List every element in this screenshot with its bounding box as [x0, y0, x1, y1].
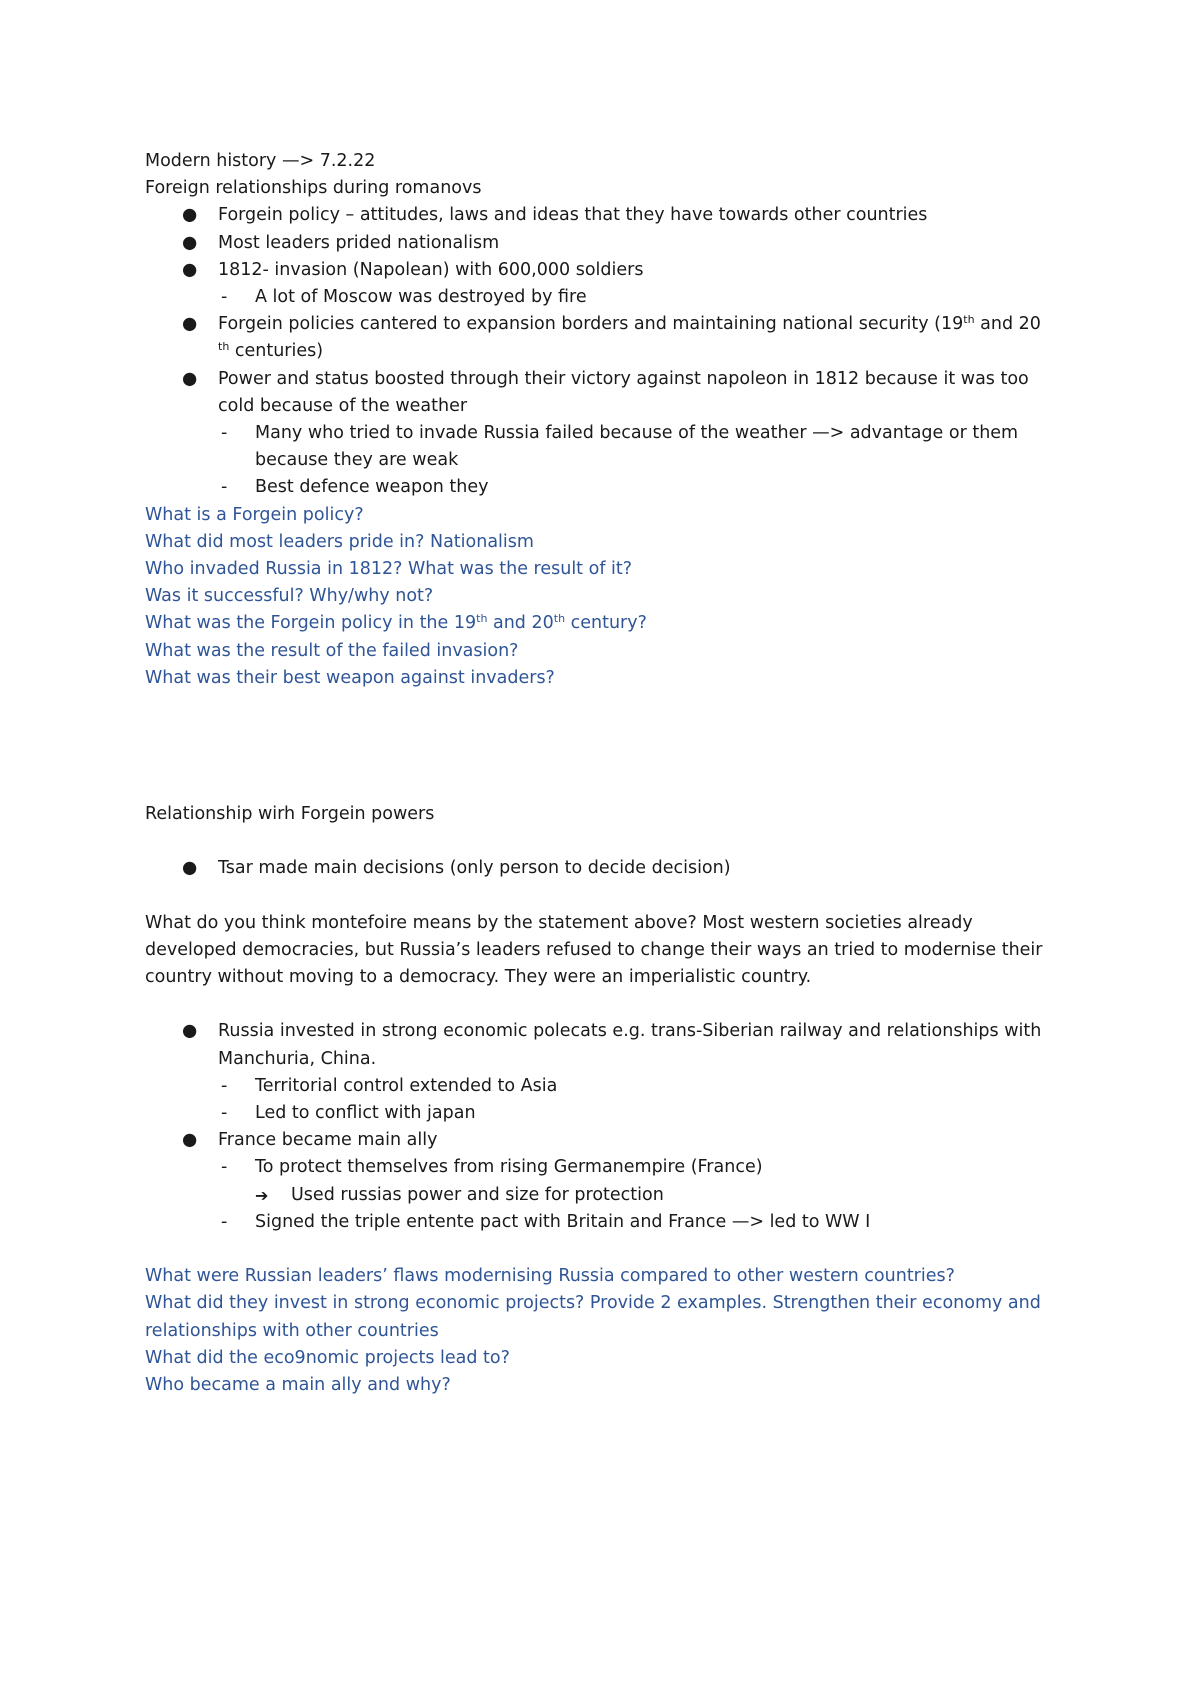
sub-list-item-text: A lot of Moscow was destroyed by fire [255, 287, 587, 308]
superscript: th [218, 340, 230, 354]
list-item-text: Tsar made main decisions (only person to decide decision) [218, 858, 731, 879]
arrow-right-icon: ➔ [255, 1185, 269, 1205]
dash-icon: - [221, 423, 228, 444]
dash-icon: - [221, 287, 228, 308]
bullet-icon: ● [182, 1021, 198, 1042]
question: What was the result of the failed invasion? [145, 640, 519, 661]
list-item-text: Russia invested in strong economic polecats e.g. trans-Siberian railway and relationships with Manchuria, China. [218, 1021, 1042, 1069]
sub-list-item [145, 284, 1065, 311]
spacer [145, 991, 1065, 1018]
sub-list-item-text: To protect themselves from rising Germanempire (France) [255, 1157, 763, 1178]
question: What did most leaders pride in? Nationalism [145, 531, 534, 552]
bullet-icon: ● [182, 205, 198, 226]
superscript: th [963, 313, 975, 327]
sub-list-item [145, 1209, 1065, 1236]
question-part: century? [565, 613, 647, 634]
question-part: and 20 [487, 613, 554, 634]
bullet-icon: ● [182, 314, 198, 335]
question [145, 610, 1065, 637]
list-item-text: Power and status boosted through their victory against napoleon in 1812 because it was too cold because of the weather [218, 368, 1029, 416]
list-item-text: 1812- invasion (Napolean) with 600,000 soldiers [218, 259, 644, 280]
list-item [145, 366, 1065, 420]
bullet-icon: ● [182, 259, 198, 280]
sub-list-item-text: Many who tried to invade Russia failed because of the weather —> advantage or them because they are weak [255, 423, 1019, 471]
sub-list-item-text: Best defence weapon they [255, 477, 489, 498]
list-item [145, 855, 1065, 882]
section-heading: Relationship wirh Forgein powers [145, 803, 435, 824]
question-part: What was the Forgein policy in the 19 [145, 613, 477, 634]
sub-list-item [145, 1073, 1065, 1100]
sub-list-item-text: Led to conflict with japan [255, 1103, 476, 1124]
list-item-text-part: and 20 [974, 314, 1041, 335]
list-item [145, 311, 1065, 365]
note-subtitle: Foreign relationships during romanovs [145, 178, 482, 199]
superscript: th [553, 612, 566, 626]
spacer [145, 692, 1065, 801]
dash-icon: - [221, 1211, 228, 1232]
question: Who invaded Russia in 1812? What was the result of it? [145, 559, 633, 580]
arrow-list-item-text: Used russias power and size for protection [291, 1184, 664, 1205]
list-item [145, 230, 1065, 257]
dash-icon: - [221, 1075, 228, 1096]
bullet-icon: ● [182, 1130, 198, 1151]
document-body [145, 148, 1065, 1399]
question: Was it successful? Why/why not? [145, 586, 434, 607]
superscript: th [476, 612, 488, 626]
question: What did the eco9nomic projects lead to? [145, 1347, 510, 1368]
spacer [145, 828, 1065, 855]
list-item-text: Forgein policy – attitudes, laws and ideas that they have towards other countries [218, 205, 928, 226]
list-item-text-part: centuries) [229, 341, 324, 362]
bullet-icon: ● [182, 232, 198, 253]
question: What was their best weapon against invaders? [145, 667, 555, 688]
sub-list-item [145, 1100, 1065, 1127]
list-item-text: Most leaders prided nationalism [218, 232, 500, 253]
bullet-icon: ● [182, 858, 198, 879]
bullet-icon: ● [182, 368, 198, 389]
sub-list-item-text: Signed the triple entente pact with Britain and France —> led to WW I [255, 1211, 871, 1232]
dash-icon: - [221, 1103, 228, 1124]
paragraph: What do you think montefoire means by the statement above? Most western societies already developed democracies, but Russia’s leaders refused to change their ways an tried to modernise their country without moving to a democracy. They were an imperialistic country. [145, 912, 1043, 988]
spacer [145, 882, 1065, 909]
question: Who became a main ally and why? [145, 1375, 451, 1396]
dash-icon: - [221, 1157, 228, 1178]
list-item-text: France became main ally [218, 1130, 438, 1151]
question: What did they invest in strong economic projects? Provide 2 examples. Strengthen their economy and relationships with other countries [145, 1293, 1041, 1341]
list-item-text-part: Forgein policies cantered to expansion borders and maintaining national security (19 [218, 314, 964, 335]
list-item [145, 257, 1065, 284]
list-item [145, 202, 1065, 229]
dash-icon: - [221, 477, 228, 498]
list-item [145, 1018, 1065, 1072]
sub-list-item [145, 420, 1065, 474]
question: What is a Forgein policy? [145, 504, 364, 525]
question: What were Russian leaders’ flaws modernising Russia compared to other western countries? [145, 1266, 955, 1287]
spacer [145, 1236, 1065, 1263]
note-title: Modern history —> 7.2.22 [145, 151, 376, 171]
sub-list-item [145, 1154, 1065, 1181]
sub-list-item-text: Territorial control extended to Asia [255, 1075, 558, 1096]
list-item [145, 1127, 1065, 1154]
arrow-list-item [145, 1182, 1065, 1209]
sub-list-item [145, 474, 1065, 501]
